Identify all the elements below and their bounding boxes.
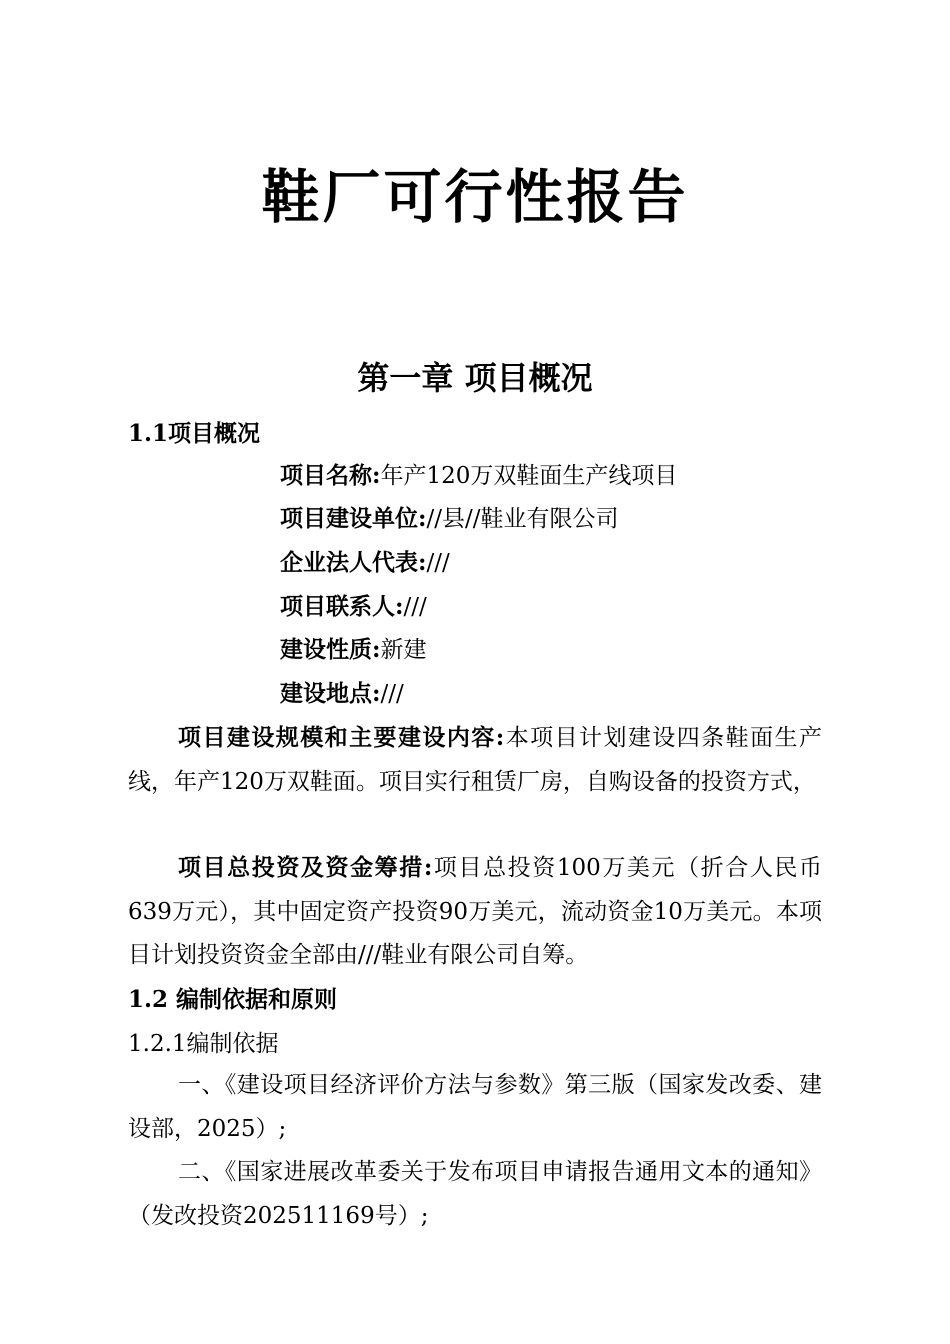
overview-value: /// — [380, 681, 404, 707]
overview-label: 项目联系人: — [280, 593, 404, 620]
scale-text: 本项目计划建设四条鞋面生产线，年产120万双鞋面。项目实行租赁厂房，自购设备的投资方式， — [128, 725, 822, 795]
overview-label: 建设地点: — [280, 680, 381, 707]
investment-label: 项目总投资及资金筹措: — [178, 854, 433, 881]
section-heading-1-2: 1.2 编制依据和原则 — [128, 986, 338, 1013]
overview-value: 年产120万双鞋面生产线项目 — [380, 463, 678, 489]
overview-item-project-name — [280, 460, 677, 492]
overview-label: 项目建设单位: — [280, 505, 427, 532]
overview-label: 项目名称: — [280, 462, 381, 489]
overview-value: /// — [403, 594, 427, 620]
overview-value: /// — [426, 550, 450, 576]
subsection-heading-1-2-1: 1.2.1编制依据 — [128, 1031, 279, 1057]
chapter-title: 第一章 项目概况 — [357, 359, 593, 397]
document-title: 鞋厂可行性报告 — [261, 163, 689, 231]
basis-item: 二、《国家进展改革委关于发布项目申请报告通用文本的通知》（发改投资202511169号）; — [128, 1159, 822, 1229]
overview-item-location — [280, 678, 404, 710]
scale-paragraph — [128, 716, 822, 804]
section-heading-1-1: 1.1项目概况 — [128, 420, 261, 447]
investment-text: 项目总投资100万美元（折合人民币639万元），其中固定资产投资90万美元，流动资金10万美元。本项目计划投资资金全部由///鞋业有限公司自筹。 — [128, 855, 822, 968]
overview-item-builder — [280, 503, 619, 535]
basis-item: 一、《建设项目经济评价方法与参数》第三版（国家发改委、建设部，2025）; — [128, 1072, 822, 1142]
overview-label: 企业法人代表: — [280, 549, 427, 576]
overview-item-legal-rep — [280, 547, 450, 579]
overview-item-nature — [280, 634, 427, 666]
overview-value: 新建 — [380, 637, 427, 663]
overview-item-contact — [280, 591, 427, 623]
investment-paragraph — [128, 846, 822, 978]
overview-label: 建设性质: — [280, 636, 381, 663]
overview-value: //县//鞋业有限公司 — [426, 506, 619, 532]
scale-label: 项目建设规模和主要建设内容: — [178, 724, 505, 751]
